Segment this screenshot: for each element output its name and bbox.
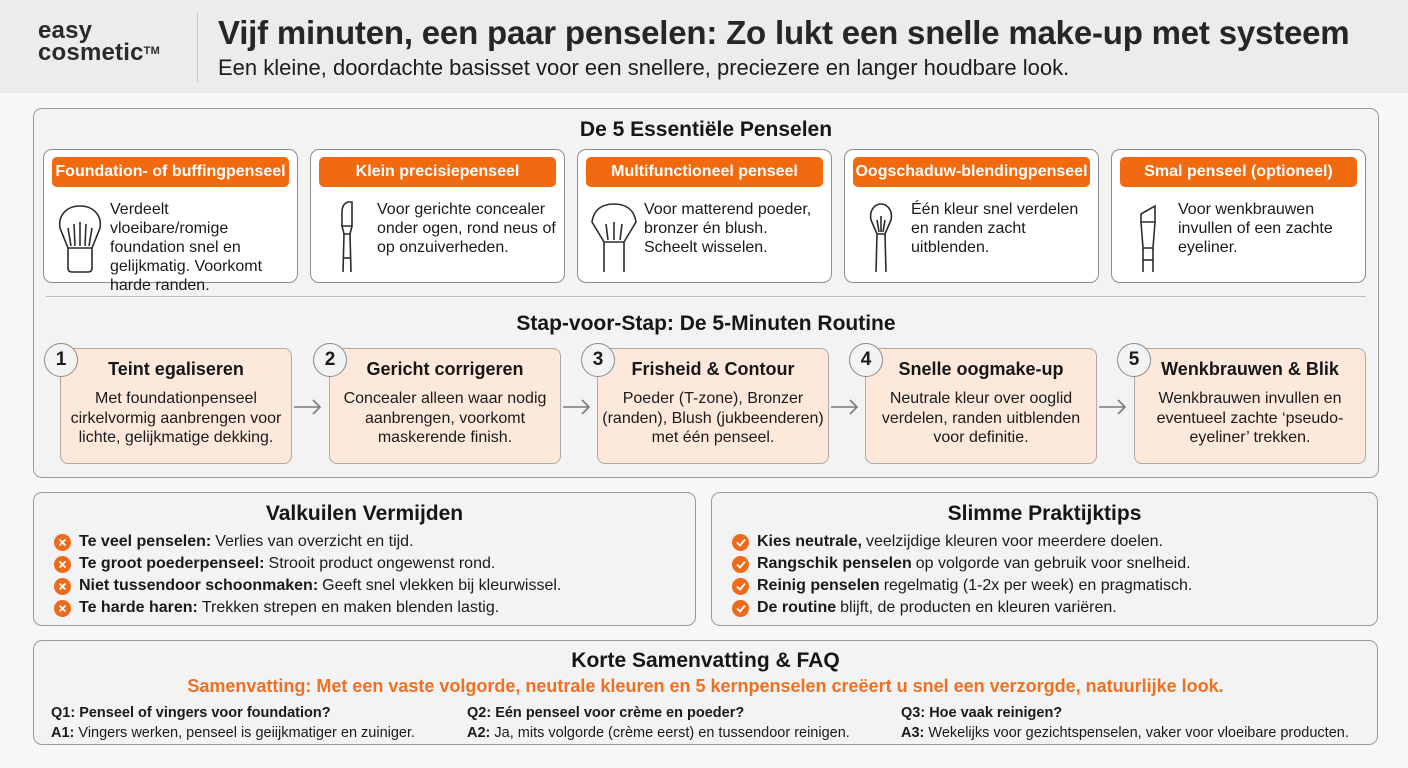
faq-answer-label: A1: bbox=[51, 725, 75, 741]
faq-title: Korte Samenvatting & FAQ bbox=[571, 649, 840, 672]
pitfalls-panel bbox=[33, 492, 696, 626]
brush-card-precision bbox=[310, 149, 565, 283]
brush-description: Voor gerichte concealer onder ogen, rond neus of op onzuiverheden. bbox=[377, 201, 556, 256]
check-circle-icon bbox=[732, 534, 749, 551]
arrow-right-icon bbox=[294, 398, 322, 416]
brush-description: Één kleur snel verdelen en randen zacht uitblenden. bbox=[911, 201, 1079, 256]
pitfall-label: Te veel penselen: bbox=[79, 533, 212, 550]
step-number-badge: 2 bbox=[313, 343, 347, 377]
pitfall-label: Niet tussendoor schoonmaken: bbox=[79, 577, 319, 594]
faq-answer: Vingers werken, penseel is geiijkmatiger en zuiniger. bbox=[78, 725, 416, 741]
pitfalls-title: Valkuilen Vermijden bbox=[265, 502, 464, 525]
brush-card-blending bbox=[844, 149, 1099, 283]
brush-description: Verdeelt vloeibare/romige foundation snel en gelijkmatig. Voorkomt harde randen. bbox=[110, 201, 263, 294]
brush-description: Voor matterend poeder, bronzer én blush. Scheelt wisselen. bbox=[644, 201, 812, 256]
tip-item bbox=[732, 575, 1192, 597]
foundation-brush-icon bbox=[54, 198, 106, 274]
step-title: Teint egaliseren bbox=[108, 359, 244, 379]
step-card-2 bbox=[329, 348, 561, 464]
header-divider bbox=[197, 12, 198, 82]
pitfall-label: Te groot poederpenseel: bbox=[79, 555, 265, 572]
angled-brush-icon bbox=[1122, 198, 1174, 274]
page-title: Vijf minuten, een paar penselen: Zo lukt een snelle make-up met systeem bbox=[218, 14, 1350, 51]
x-circle-icon bbox=[54, 600, 71, 617]
faq-item-3 bbox=[901, 703, 1349, 743]
tip-item bbox=[732, 597, 1192, 619]
brush-card-foundation bbox=[43, 149, 298, 294]
page-subtitle: Een kleine, doordachte basisset voor een snellere, preciezere en langer houdbare look. bbox=[218, 55, 1070, 80]
step-number-badge: 5 bbox=[1117, 343, 1151, 377]
pitfall-item bbox=[54, 575, 561, 597]
tip-label: Reinig penselen bbox=[757, 577, 880, 594]
tip-item bbox=[732, 553, 1192, 575]
faq-answer-label: A2: bbox=[467, 725, 491, 741]
pitfall-item bbox=[54, 597, 561, 619]
x-circle-icon bbox=[54, 556, 71, 573]
tip-text: blijft, de producten en kleuren variëren. bbox=[840, 599, 1117, 616]
check-circle-icon bbox=[732, 556, 749, 573]
brush-card-narrow bbox=[1111, 149, 1366, 283]
step-title: Frisheid & Contour bbox=[631, 359, 795, 379]
pitfall-text: Geeft snel vlekken bij kleurwissel. bbox=[322, 577, 562, 594]
pitfall-text: Trekken strepen en maken blenden lastig. bbox=[201, 599, 500, 616]
check-circle-icon bbox=[732, 600, 749, 617]
arrow-right-icon bbox=[563, 398, 591, 416]
brush-card-multifunctional bbox=[577, 149, 832, 283]
step-number-badge: 1 bbox=[44, 343, 78, 377]
tip-text: veelzijdige kleuren voor meerdere doelen. bbox=[865, 533, 1163, 550]
faq-question: Q2: Eén penseel voor crème en poeder? bbox=[467, 705, 745, 721]
tips-panel bbox=[711, 492, 1378, 626]
tip-text: op volgorde van gebruik voor snelheid. bbox=[915, 555, 1191, 572]
step-card-5 bbox=[1134, 348, 1366, 464]
faq-answer-label: A3: bbox=[901, 725, 925, 741]
step-description: Neutrale kleur over ooglid verdelen, randen uitblenden voor definitie. bbox=[881, 390, 1081, 446]
trademark: TM bbox=[143, 45, 160, 57]
tip-label: Kies neutrale, bbox=[757, 533, 862, 550]
faq-panel bbox=[33, 640, 1378, 745]
faq-item-1 bbox=[51, 703, 415, 743]
tips-list bbox=[732, 531, 1192, 619]
brush-description: Voor wenkbrauwen invullen of een zachte eyeliner. bbox=[1178, 201, 1333, 256]
step-card-1 bbox=[60, 348, 292, 464]
tip-item bbox=[732, 531, 1192, 553]
step-title: Gericht corrigeren bbox=[366, 359, 524, 379]
summary-text: Samenvatting: Met een vaste volgorde, neutrale kleuren en 5 kernpenselen creëert u snel een verzorgde, natuurlijke look. bbox=[187, 676, 1224, 696]
x-circle-icon bbox=[54, 534, 71, 551]
brush-label: Oogschaduw-blendingpenseel bbox=[853, 157, 1090, 187]
arrow-right-icon bbox=[1099, 398, 1127, 416]
step-description: Met foundationpenseel cirkelvormig aanbrengen voor lichte, gelijkmatige dekking. bbox=[70, 390, 282, 446]
faq-answer: Wekelijks voor gezichtspenselen, vaker voor vloeibare producten. bbox=[928, 725, 1349, 741]
step-title: Snelle oogmake-up bbox=[898, 359, 1064, 379]
step-card-4 bbox=[865, 348, 1097, 464]
pitfall-item bbox=[54, 531, 561, 553]
routine-section-title: Stap-voor-Stap: De 5-Minuten Routine bbox=[516, 312, 896, 335]
logo-line-1: easy bbox=[38, 17, 93, 44]
step-description: Poeder (T-zone), Bronzer (randen), Blush (jukbeenderen) met één penseel. bbox=[602, 390, 824, 446]
logo-line-2: cosmetic bbox=[38, 39, 144, 66]
brushes-section-title: De 5 Essentiële Penselen bbox=[579, 118, 833, 141]
section-divider bbox=[46, 296, 1366, 297]
step-number-badge: 4 bbox=[849, 343, 883, 377]
arrow-right-icon bbox=[831, 398, 859, 416]
brush-label: Smal penseel (optioneel) bbox=[1120, 157, 1357, 187]
tip-label: Rangschik penselen bbox=[757, 555, 912, 572]
tip-label: De routine bbox=[757, 599, 837, 616]
pitfalls-list bbox=[54, 531, 561, 619]
brush-label: Foundation- of buffingpenseel bbox=[52, 157, 289, 187]
pitfall-item bbox=[54, 553, 561, 575]
step-title: Wenkbrauwen & Blik bbox=[1161, 359, 1339, 379]
x-circle-icon bbox=[54, 578, 71, 595]
faq-question: Q3: Hoe vaak reinigen? bbox=[901, 705, 1063, 721]
check-circle-icon bbox=[732, 578, 749, 595]
pitfall-text: Verlies van overzicht en tijd. bbox=[215, 533, 414, 550]
step-card-3 bbox=[597, 348, 829, 464]
brush-label: Multifunctioneel penseel bbox=[586, 157, 823, 187]
step-number-badge: 3 bbox=[581, 343, 615, 377]
header bbox=[0, 0, 1408, 93]
blending-brush-icon bbox=[855, 198, 907, 274]
pitfall-text: Strooit product ongewenst rond. bbox=[268, 555, 496, 572]
tips-title: Slimme Praktijktips bbox=[947, 502, 1142, 525]
powder-brush-icon bbox=[588, 198, 640, 274]
brush-label: Klein precisiepenseel bbox=[319, 157, 556, 187]
pitfall-label: Te harde haren: bbox=[79, 599, 198, 616]
brand-logo bbox=[38, 17, 160, 66]
faq-item-2 bbox=[467, 703, 850, 743]
tip-text: regelmatig (1-2x per week) en pragmatisch. bbox=[883, 577, 1193, 594]
faq-answer: Ja, mits volgorde (crème eerst) en tussendoor reinigen. bbox=[494, 725, 850, 741]
step-description: Wenkbrauwen invullen en eventueel zachte ‘pseudo-eyeliner’ trekken. bbox=[1156, 390, 1344, 446]
faq-question: Q1: Penseel of vingers voor foundation? bbox=[51, 705, 331, 721]
step-description: Concealer alleen waar nodig aanbrengen, voorkomt maskerende finish. bbox=[343, 390, 547, 446]
precision-brush-icon bbox=[321, 198, 373, 274]
